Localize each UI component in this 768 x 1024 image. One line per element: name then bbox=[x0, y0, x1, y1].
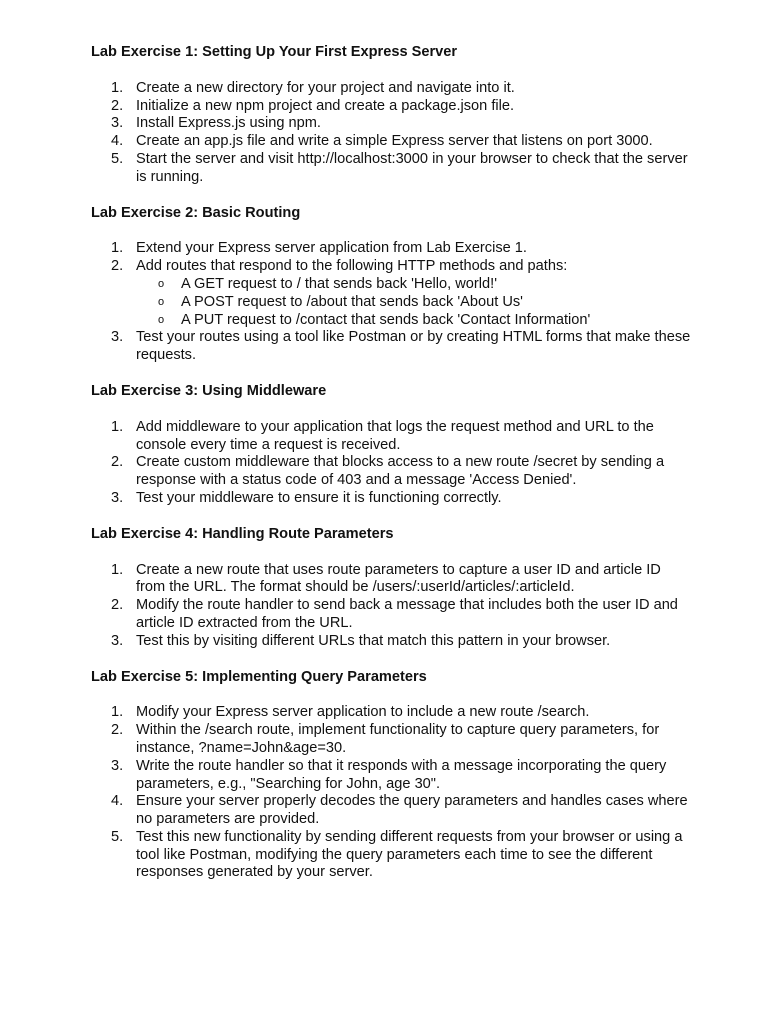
list-item bbox=[91, 151, 691, 187]
bullet-icon: o bbox=[158, 277, 165, 290]
list-item bbox=[91, 133, 691, 151]
list-item-number: 2. bbox=[111, 97, 124, 114]
list-item bbox=[91, 704, 691, 722]
list-item-number: 1. bbox=[111, 240, 124, 257]
list-item-number: 3. bbox=[111, 489, 124, 506]
list-item-number: 1. bbox=[111, 418, 124, 435]
list-item-text: Create a new route that uses route parameters to capture a user ID and article ID from the URL. The format should be /users/:userId/articles/:articleId. bbox=[136, 561, 661, 596]
bullet-item bbox=[136, 294, 691, 312]
list-item bbox=[91, 329, 691, 365]
list-item-text: Create custom middleware that blocks access to a new route /secret by sending a response with a status code of 403 and a message 'Access Denied'. bbox=[136, 454, 665, 489]
list-item-text: Create a new directory for your project and navigate into it. bbox=[136, 79, 515, 96]
list-item bbox=[91, 80, 691, 98]
list-item-number: 1. bbox=[111, 704, 124, 721]
section-heading: Lab Exercise 2: Basic Routing bbox=[91, 204, 301, 221]
list-item-text: Test this by visiting different URLs that match this pattern in your browser. bbox=[136, 632, 611, 649]
lab-exercise-section bbox=[91, 44, 691, 187]
numbered-list bbox=[91, 704, 691, 882]
bullet-item-text: A POST request to /about that sends back 'About Us' bbox=[181, 293, 523, 310]
list-item-number: 3. bbox=[111, 757, 124, 774]
lab-exercise-section bbox=[91, 526, 691, 651]
list-item-text: Ensure your server properly decodes the query parameters and handles cases where no parameters are provided. bbox=[136, 793, 688, 828]
list-item-number: 3. bbox=[111, 115, 124, 132]
numbered-list bbox=[91, 240, 691, 365]
list-item-text: Write the route handler so that it responds with a message incorporating the query parameters, e.g., "Searching for John, age 30". bbox=[136, 757, 667, 792]
list-item-text: Initialize a new npm project and create a package.json file. bbox=[136, 97, 515, 114]
bullet-icon: o bbox=[158, 313, 165, 326]
section-heading: Lab Exercise 1: Setting Up Your First Express Server bbox=[91, 44, 458, 60]
lab-exercise-section bbox=[91, 669, 691, 883]
bullet-item bbox=[136, 276, 691, 294]
list-item-number: 1. bbox=[111, 561, 124, 578]
list-item bbox=[91, 240, 691, 258]
bullet-item-text: A PUT request to /contact that sends back 'Contact Information' bbox=[181, 311, 591, 328]
list-item-text: Add routes that respond to the following HTTP methods and paths: bbox=[136, 258, 568, 275]
section-heading: Lab Exercise 4: Handling Route Parameters bbox=[91, 525, 394, 542]
list-item-text: Extend your Express server application from Lab Exercise 1. bbox=[136, 240, 527, 257]
document-page bbox=[91, 44, 691, 900]
list-item-text: Within the /search route, implement functionality to capture query parameters, for instance, ?name=John&age=30. bbox=[136, 722, 660, 756]
list-item bbox=[91, 793, 691, 829]
list-item-number: 2. bbox=[111, 722, 124, 739]
list-item bbox=[91, 829, 691, 882]
list-item-text: Test your routes using a tool like Postman or by creating HTML forms that make these requests. bbox=[136, 329, 691, 364]
list-item bbox=[91, 722, 691, 758]
list-item bbox=[91, 258, 691, 329]
lab-exercise-section bbox=[91, 205, 691, 365]
list-item bbox=[91, 597, 691, 633]
list-item-number: 2. bbox=[111, 258, 124, 275]
list-item-text: Modify the route handler to send back a message that includes both the user ID and article ID extracted from the URL. bbox=[136, 597, 678, 631]
list-item bbox=[91, 562, 691, 598]
numbered-list bbox=[91, 80, 691, 187]
list-item-text: Create an app.js file and write a simple Express server that listens on port 3000. bbox=[136, 133, 653, 150]
bullet-list bbox=[136, 276, 691, 329]
list-item-number: 1. bbox=[111, 79, 124, 96]
list-item-text: Test your middleware to ensure it is functioning correctly. bbox=[136, 489, 502, 506]
bullet-item-text: A GET request to / that sends back 'Hello, world!' bbox=[181, 275, 497, 292]
lab-exercise-section bbox=[91, 383, 691, 508]
list-item-text: Modify your Express server application to include a new route /search. bbox=[136, 704, 590, 721]
list-item bbox=[91, 758, 691, 794]
list-item bbox=[91, 98, 691, 116]
list-item bbox=[91, 115, 691, 133]
section-heading: Lab Exercise 3: Using Middleware bbox=[91, 382, 327, 399]
list-item-number: 4. bbox=[111, 133, 124, 150]
list-item-number: 5. bbox=[111, 150, 124, 167]
list-item bbox=[91, 490, 691, 508]
list-item bbox=[91, 454, 691, 490]
numbered-list bbox=[91, 562, 691, 651]
numbered-list bbox=[91, 419, 691, 508]
list-item-number: 3. bbox=[111, 329, 124, 346]
list-item-number: 2. bbox=[111, 597, 124, 614]
section-heading: Lab Exercise 5: Implementing Query Parameters bbox=[91, 668, 427, 685]
list-item-number: 4. bbox=[111, 793, 124, 810]
list-item-number: 5. bbox=[111, 828, 124, 845]
list-item-number: 2. bbox=[111, 454, 124, 471]
list-item-number: 3. bbox=[111, 632, 124, 649]
list-item-text: Start the server and visit http://localhost:3000 in your browser to check that the server is running. bbox=[136, 150, 688, 185]
list-item bbox=[91, 419, 691, 455]
bullet-item bbox=[136, 312, 691, 330]
list-item-text: Test this new functionality by sending different requests from your browser or using a tool like Postman, modifying the query parameters each time to see the different responses generated by your server. bbox=[136, 828, 683, 881]
list-item bbox=[91, 633, 691, 651]
list-item-text: Add middleware to your application that logs the request method and URL to the console every time a request is received. bbox=[136, 418, 654, 453]
bullet-icon: o bbox=[158, 295, 165, 308]
list-item-text: Install Express.js using npm. bbox=[136, 115, 321, 132]
